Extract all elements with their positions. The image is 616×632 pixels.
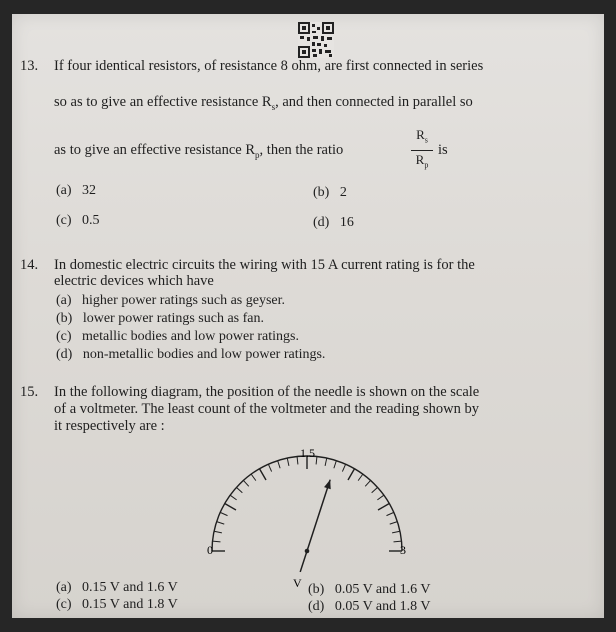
q14-option-a[interactable]: (a) higher power ratings such as geyser. — [56, 293, 285, 308]
q14-text-line1: In domestic electric circuits the wiring with 15 A current rating is for the — [54, 257, 475, 273]
q14-option-b[interactable]: (b) lower power ratings such as fan. — [56, 311, 264, 326]
q13-ratio-fraction: $R_s$ $R_p$ — [411, 128, 433, 172]
q13-text-line2: so as to give an effective resistance $R_s$, and then connected in parallel so — [54, 94, 473, 112]
q15-number: 15. — [20, 384, 39, 400]
q14-option-c[interactable]: (c) metallic bodies and low power ratings. — [56, 329, 299, 344]
voltmeter-tick — [268, 464, 271, 471]
voltmeter-tick — [378, 504, 389, 511]
voltmeter-tick — [214, 531, 222, 533]
voltmeter-scale-diagram — [182, 426, 432, 591]
q14-text-line2: electric devices which have — [54, 273, 214, 289]
voltmeter-tick — [297, 457, 298, 465]
q13-number: 13. — [20, 58, 39, 74]
voltmeter-tick — [377, 495, 383, 500]
voltmeter-tick — [358, 474, 363, 480]
q13-option-c[interactable]: (c) 0.5 — [56, 213, 100, 228]
voltmeter-tick — [365, 480, 370, 486]
voltmeter-tick — [225, 504, 236, 511]
voltmeter-tick — [260, 469, 267, 480]
voltmeter-tick — [386, 512, 393, 515]
voltmeter-tick — [390, 522, 398, 524]
voltmeter-tick — [213, 541, 221, 542]
q15-text-line1: In the following diagram, the position of the needle is shown on the scale — [54, 384, 480, 400]
scale-unit-label: V — [293, 576, 302, 590]
voltmeter-needle — [300, 480, 330, 572]
scale-label-min: 0 — [207, 543, 213, 557]
voltmeter-tick — [251, 474, 256, 480]
q13-text-line3: as to give an effective resistance $R_p$, then the ratio — [54, 142, 344, 160]
q15-text-line2: of a voltmeter. The least count of the voltmeter and the reading shown by — [54, 401, 479, 417]
q15-option-c[interactable]: (c) 0.15 V and 1.8 V — [56, 597, 178, 612]
q15-option-b[interactable]: (b) 0.05 V and 1.6 V — [308, 582, 431, 597]
voltmeter-needle-arrowhead — [324, 480, 331, 490]
q13-text-is: is — [438, 142, 448, 158]
q13-option-b[interactable]: (b) 2 — [313, 185, 347, 200]
voltmeter-tick — [220, 512, 227, 515]
voltmeter-ticks — [212, 456, 402, 551]
voltmeter-tick — [316, 457, 317, 465]
voltmeter-tick — [394, 541, 402, 542]
voltmeter-tick — [392, 531, 400, 533]
voltmeter-tick — [243, 480, 248, 486]
voltmeter-tick — [278, 461, 280, 469]
scale-label-max: 3 — [400, 543, 406, 557]
q13-option-a[interactable]: (a) 32 — [56, 183, 97, 198]
voltmeter-tick — [348, 469, 355, 480]
voltmeter-tick — [372, 487, 378, 492]
q14-option-d[interactable]: (d) non-metallic bodies and low power ratings. — [56, 347, 326, 362]
qr-code-icon — [298, 22, 334, 58]
voltmeter-tick — [230, 495, 236, 500]
voltmeter-tick — [325, 458, 327, 466]
q13-option-d[interactable]: (d) 16 — [313, 215, 354, 230]
q15-text-line3: it respectively are : — [54, 418, 165, 434]
q14-number: 14. — [20, 257, 39, 273]
voltmeter-tick — [217, 522, 225, 524]
voltmeter-arc — [212, 456, 402, 551]
q15-option-d[interactable]: (d) 0.05 V and 1.8 V — [308, 599, 431, 614]
question-paper — [12, 14, 604, 618]
voltmeter-tick — [236, 487, 242, 492]
scale-label-mid: 1.5 — [300, 446, 315, 460]
voltmeter-tick — [334, 461, 336, 469]
voltmeter-tick — [342, 464, 345, 471]
voltmeter-tick — [287, 458, 289, 466]
voltmeter-pivot — [305, 549, 310, 554]
q13-text-line1: If four identical resistors, of resistance 8 ohm, are first connected in series — [54, 58, 484, 74]
q15-option-a[interactable]: (a) 0.15 V and 1.6 V — [56, 580, 178, 595]
